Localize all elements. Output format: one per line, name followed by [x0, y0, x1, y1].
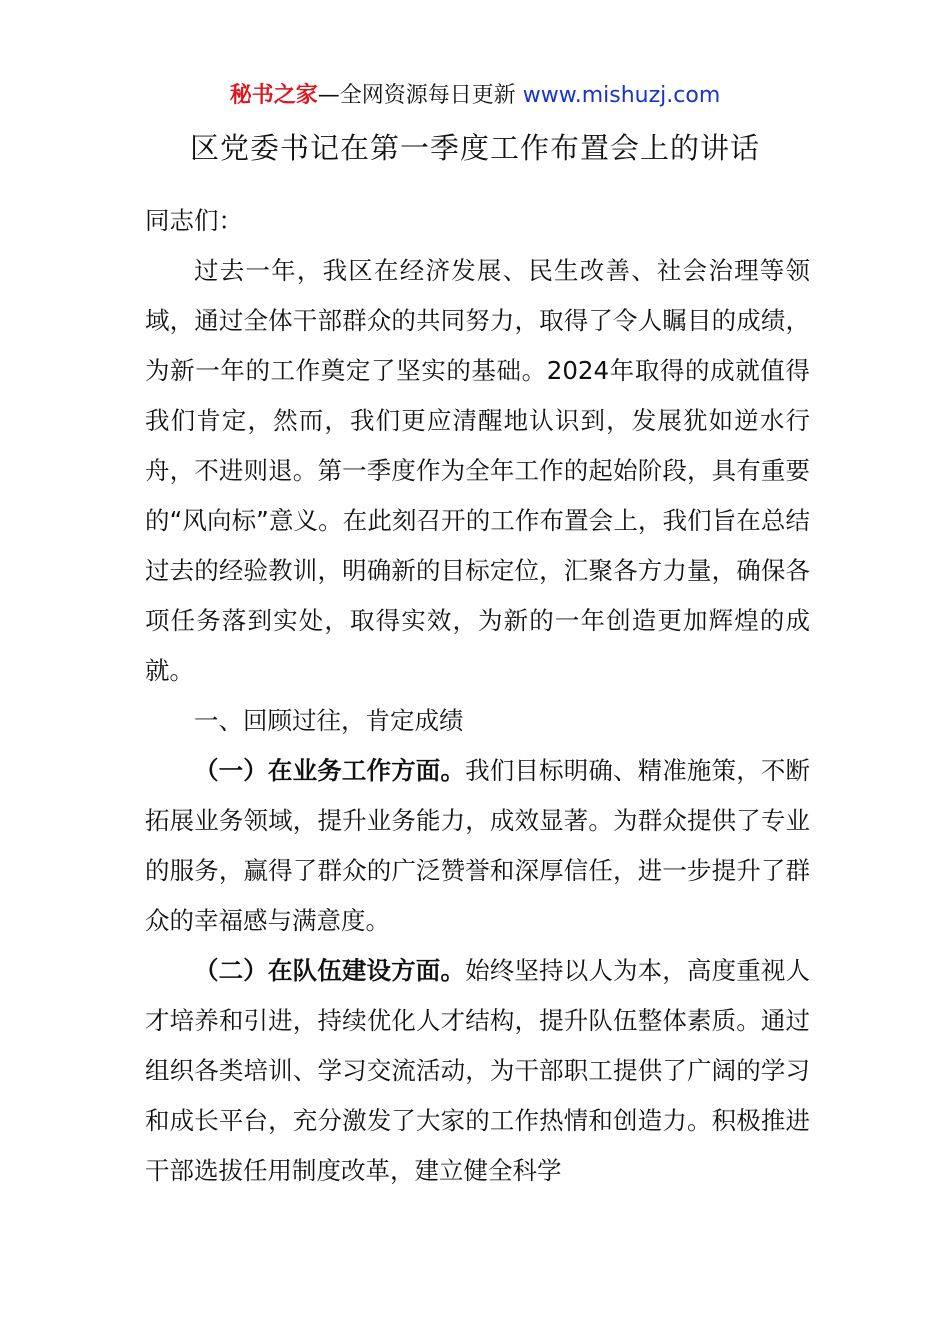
site-url-link[interactable]: www.mishuzj.com [522, 83, 721, 108]
subsection-heading-2: （二）在队伍建设方面。 [194, 956, 466, 985]
section-heading-1: 一、回顾过往，肯定成绩 [194, 706, 464, 735]
salutation: 同志们： [145, 206, 243, 235]
subsection-heading-1: （一）在业务工作方面。 [194, 756, 466, 785]
site-header [0, 80, 950, 112]
subsection-paragraph-1 [145, 746, 810, 946]
subsection-text-1: 我们目标明确、精准施策，不断拓展业务领域，提升业务能力，成效显著。为群众提供了专业的服务，赢得了群众的广泛赞誉和深厚信任，进一步提升了群众的幸福感与满意度。 [145, 756, 811, 935]
document-title: 区党委书记在第一季度工作布置会上的讲话 [189, 131, 760, 165]
document-body [145, 196, 810, 1196]
subsection-text-2: 始终坚持以人为本，高度重视人才培养和引进，持续优化人才结构，提升队伍整体素质。通过组织各类培训、学习交流活动，为干部职工提供了广阔的学习和成长平台，充分激发了大家的工作热情和创造力。积极推进干部选拔任用制度改革，建立健全科学 [145, 956, 811, 1185]
subsection-paragraph-2 [145, 946, 810, 1196]
site-tagline: —全网资源每日更新 [317, 83, 523, 108]
brand-name: 秘书之家 [229, 83, 318, 108]
intro-paragraph: 过去一年，我区在经济发展、民生改善、社会治理等领域，通过全体干部群众的共同努力，取得了令人瞩目的成绩，为新一年的工作奠定了坚实的基础。2024年取得的成就值得我们肯定，然而，我们更应清醒地认识到，发展犹如逆水行舟，不进则退。第一季度作为全年工作的起始阶段，具有重要的“风向标”意义。在此刻召开的工作布置会上，我们旨在总结过去的经验教训，明确新的目标定位，汇聚各方力量，确保各项任务落到实处，取得实效，为新的一年创造更加辉煌的成就。 [145, 256, 810, 685]
